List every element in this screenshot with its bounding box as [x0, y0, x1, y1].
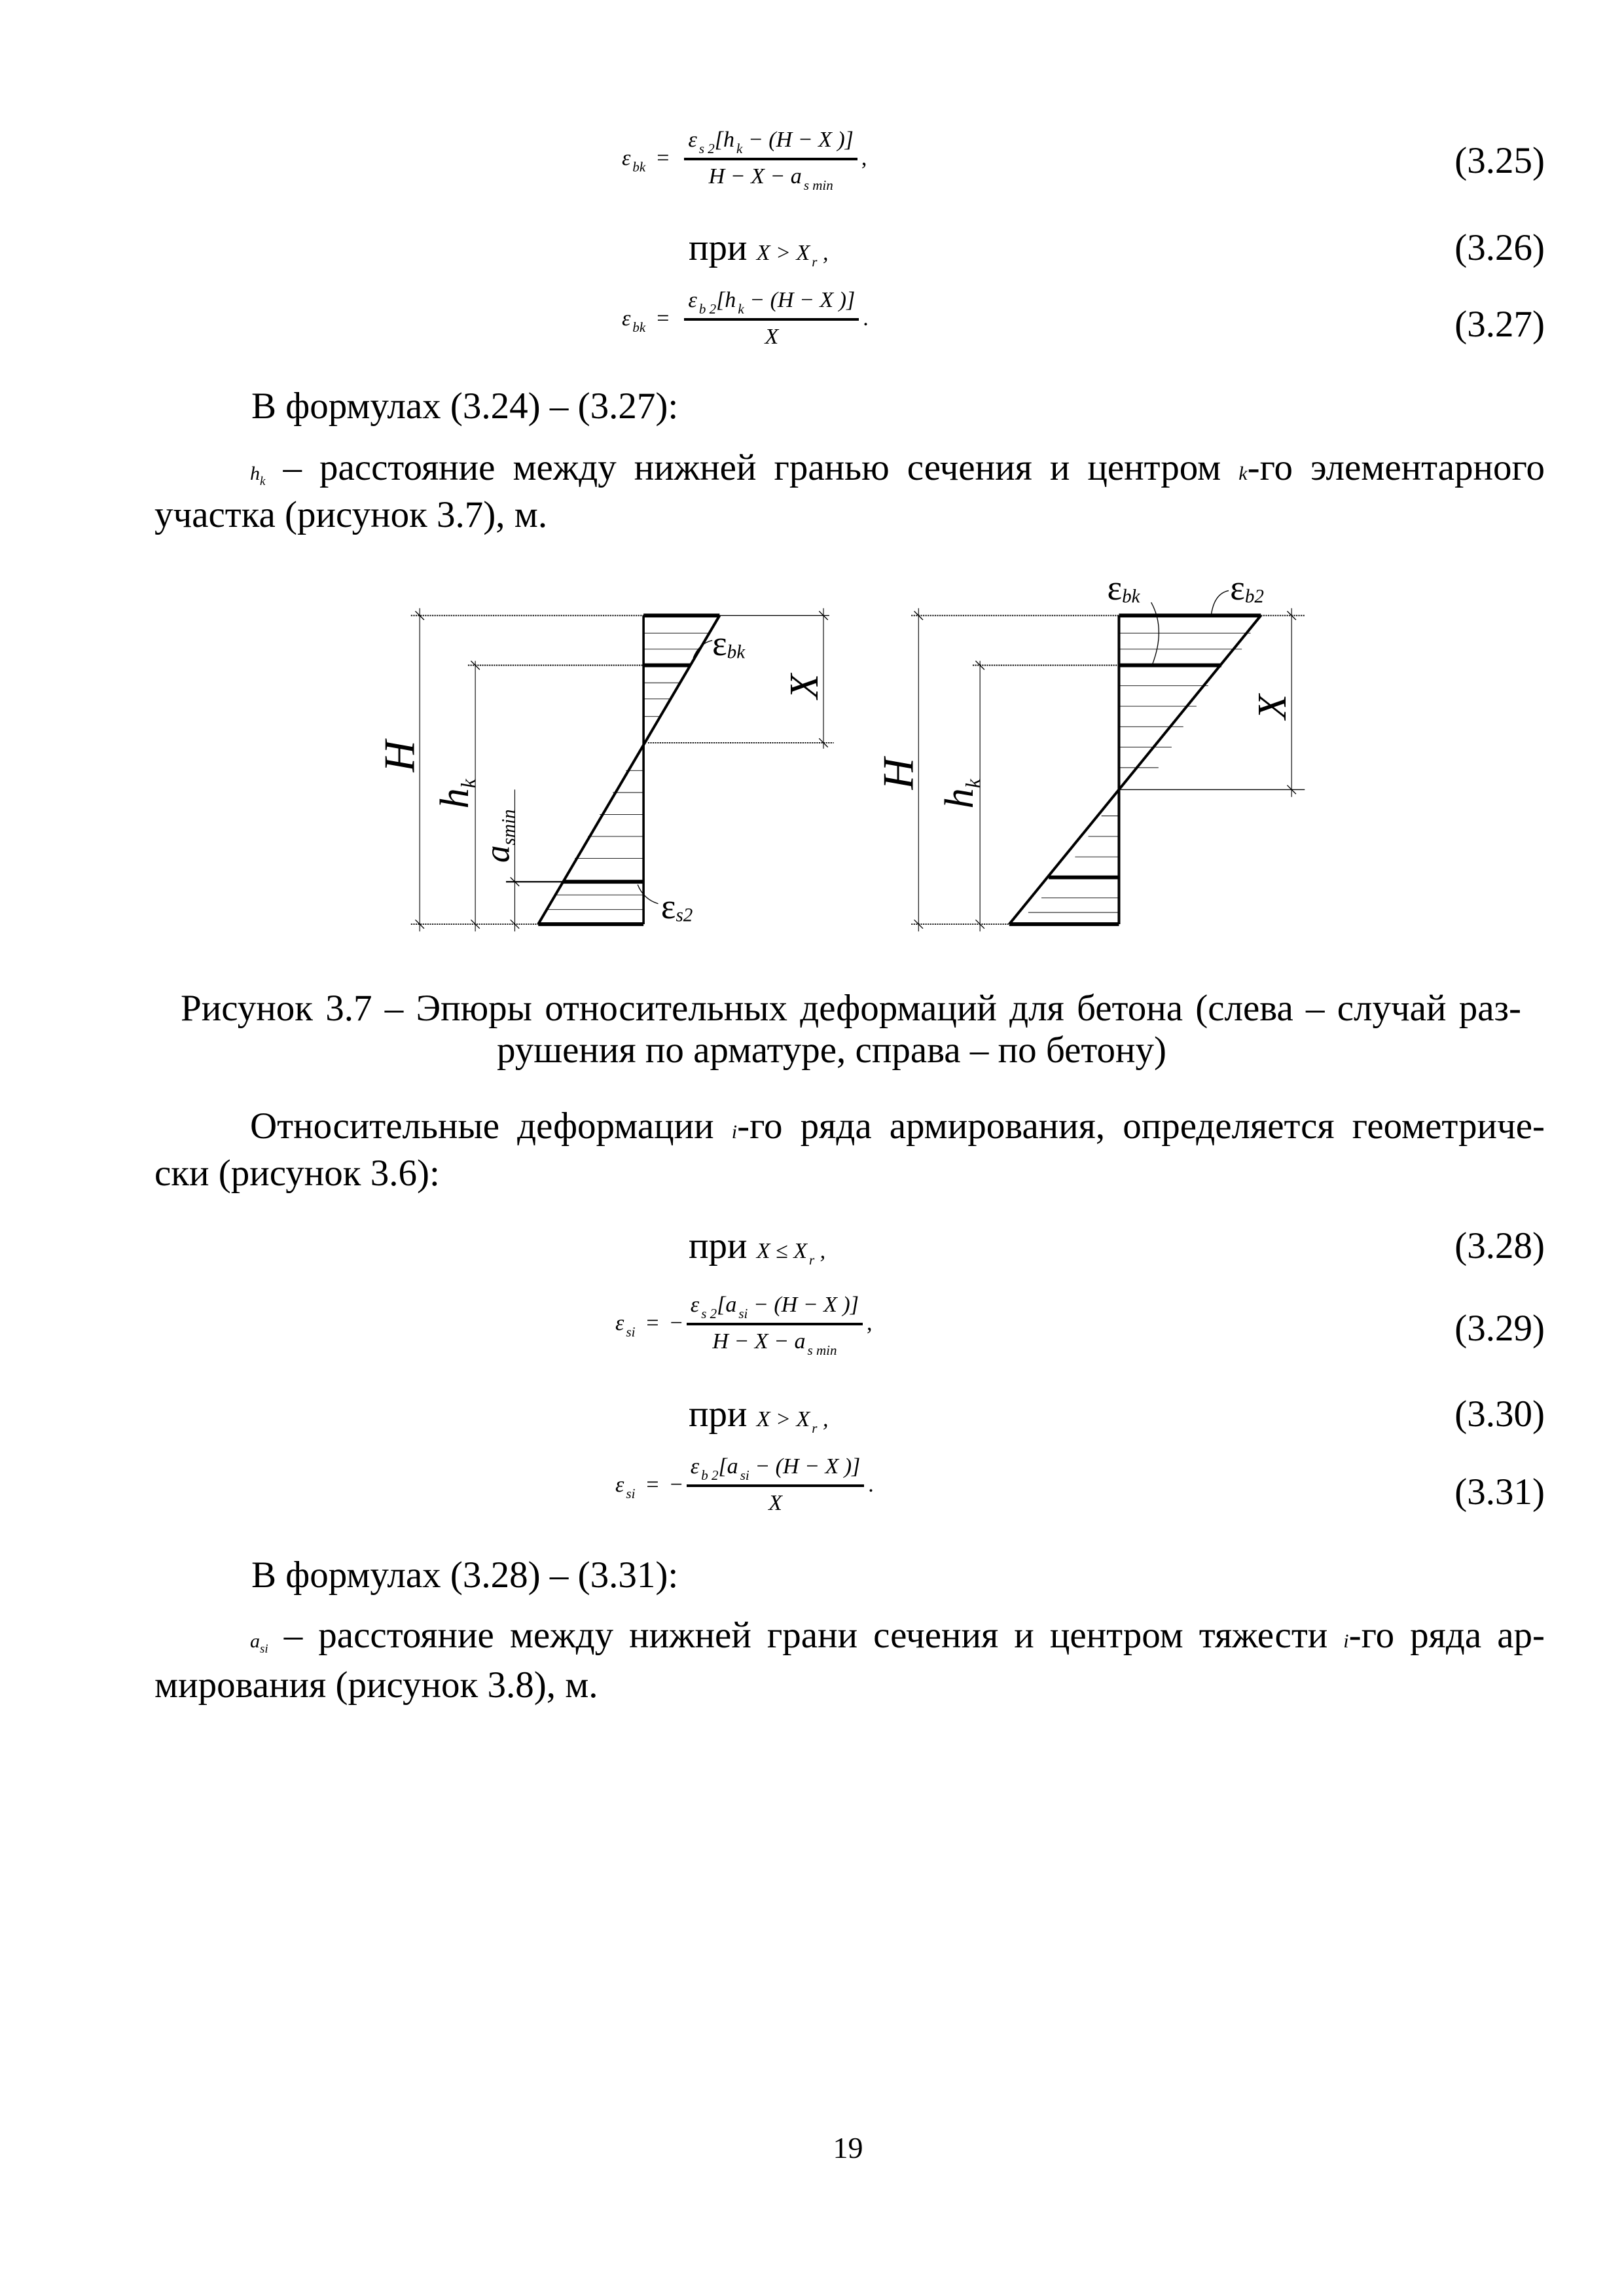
X-label: X: [1249, 694, 1295, 720]
hk-symbol: h: [250, 463, 260, 484]
condition-expr: X > X: [756, 241, 810, 265]
math-text: − (H − X )]: [744, 288, 856, 312]
equation-number: (3.28): [1454, 1225, 1545, 1266]
hk-subscript: k: [260, 475, 266, 488]
math-text: [h: [714, 128, 734, 152]
right-diagram-labels: [873, 568, 1295, 809]
condition-sub: r: [812, 1420, 818, 1436]
math-text: [h: [716, 288, 736, 312]
hk-definition-line2: участка (рисунок 3.7), м.: [154, 494, 548, 535]
math-text: ε: [622, 146, 631, 170]
math-text: ε: [690, 1293, 700, 1317]
condition-punct: ,: [817, 1407, 829, 1431]
equation-3-29: [615, 1293, 873, 1358]
math-text: [a: [718, 1454, 738, 1479]
equals-sign: =: [645, 306, 681, 331]
figure-caption-line1: Рисунок 3.7 – Эпюры относительных деформаций для бетона (слева – случай раз-: [181, 988, 1521, 1029]
denominator: [768, 1487, 782, 1516]
paragraph-line2: ски (рисунок 3.6):: [154, 1153, 440, 1194]
math-text: − (H − X )]: [749, 1454, 861, 1479]
minus-sign: −: [670, 1473, 683, 1497]
eps-bk-label: εbk: [712, 623, 746, 663]
hk-text-a: – расстояние между нижней гранью сечения и центром: [265, 447, 1239, 488]
numerator: [684, 288, 859, 321]
asi-definition-line1: [154, 1614, 1545, 1666]
math-text: X: [768, 1491, 782, 1515]
X-label: X: [781, 673, 827, 699]
H-label: H: [873, 757, 923, 790]
math-subscript: si: [626, 1486, 636, 1501]
punctuation: ,: [866, 1311, 873, 1335]
denominator: [708, 160, 833, 193]
paragraph-text-b: -го ряда армирования, определяется геометриче-: [737, 1105, 1545, 1147]
condition-punct: ,: [817, 241, 829, 265]
equation-3-31: [615, 1454, 874, 1516]
equation-lhs: [622, 306, 646, 335]
formulas-intro-2: В формулах (3.28) – (3.31):: [251, 1554, 679, 1596]
condition-3-26: [689, 226, 828, 277]
paragraph-line1: [154, 1105, 1545, 1154]
math-text: X: [765, 325, 779, 349]
equation-3-27: [622, 288, 869, 350]
condition-word: при: [689, 1393, 748, 1435]
math-text: ε: [622, 306, 631, 331]
hk-label: hk: [935, 779, 985, 809]
math-subscript: s 2: [701, 1306, 717, 1321]
H-label: H: [374, 740, 424, 772]
eps-s2-label: εs2: [660, 887, 693, 927]
equation-number: (3.26): [1454, 227, 1545, 268]
numerator: [687, 1454, 865, 1487]
math-text: [a: [717, 1293, 737, 1317]
math-text: H − X − a: [712, 1329, 806, 1354]
math-subscript: bk: [632, 319, 646, 335]
condition-word: при: [689, 1225, 748, 1266]
condition-expr: X > X: [756, 1407, 810, 1431]
equals-sign: =: [645, 146, 681, 170]
condition-word: при: [689, 227, 748, 268]
condition-3-28: [689, 1225, 825, 1275]
math-subscript: si: [740, 1467, 749, 1483]
math-subscript: bk: [632, 159, 646, 175]
math-subscript: s 2: [698, 141, 715, 156]
math-text: ε: [615, 1473, 624, 1497]
formulas-intro-1: В формулах (3.24) – (3.27):: [251, 386, 679, 427]
equation-lhs: [622, 146, 646, 175]
k-symbol: k: [1238, 463, 1248, 484]
fraction: [687, 1293, 863, 1358]
hk-definition-line1: [154, 446, 1545, 498]
left-diagram: [411, 608, 834, 931]
condition-expr: X ≤ X: [756, 1239, 807, 1263]
math-subscript: b 2: [701, 1467, 719, 1483]
equation-number: (3.29): [1454, 1308, 1545, 1349]
hk-text-b: -го элементарного: [1247, 447, 1545, 488]
asi-symbol: a: [250, 1630, 260, 1652]
fraction: [684, 128, 857, 193]
equals-sign: =: [635, 1473, 670, 1497]
eps-b2-label: εb2: [1230, 567, 1264, 607]
right-diagram: [911, 590, 1305, 931]
figure-caption-line2: рушения по арматуре, справа – по бетону): [496, 1030, 1167, 1071]
i-symbol: i: [1343, 1630, 1349, 1652]
numerator: [684, 128, 857, 160]
math-text: ε: [690, 1454, 700, 1479]
equation-3-25: [622, 128, 867, 193]
condition-3-30: [689, 1393, 828, 1443]
condition-sub: r: [808, 1252, 815, 1268]
asi-text-a: – расстояние между нижней грани сечения и центром тяжести: [268, 1615, 1344, 1656]
math-text: H − X − a: [708, 164, 802, 188]
page-number: 19: [833, 2131, 863, 2164]
condition-punct: ,: [814, 1239, 826, 1263]
math-text: − (H − X )]: [742, 128, 854, 152]
math-subscript: s min: [803, 177, 833, 193]
numerator: [687, 1293, 863, 1325]
denominator: [765, 321, 778, 350]
equals-sign: =: [635, 1311, 670, 1335]
asi-text-b: -го ряда ар-: [1348, 1615, 1545, 1656]
math-subscript: si: [626, 1324, 636, 1340]
fraction: [687, 1454, 865, 1516]
punctuation: ,: [861, 146, 867, 170]
equation-number: (3.30): [1454, 1393, 1545, 1435]
math-text: − (H − X )]: [748, 1293, 859, 1317]
asi-subscript: si: [260, 1642, 268, 1656]
math-text: ε: [688, 128, 697, 152]
math-subscript: si: [738, 1306, 748, 1321]
punctuation: .: [863, 306, 869, 331]
equation-lhs: [615, 1311, 636, 1340]
denominator: [712, 1325, 837, 1358]
math-text: ε: [615, 1311, 624, 1335]
math-subscript: b 2: [698, 301, 717, 317]
equation-number: (3.27): [1454, 304, 1545, 345]
eps-bk-label: εbk: [1107, 567, 1140, 607]
fraction: [684, 288, 859, 350]
condition-sub: r: [812, 254, 818, 270]
math-subscript: k: [738, 301, 744, 317]
asmin-label: asmin: [477, 809, 520, 863]
paragraph-text-a: Относительные деформации: [250, 1105, 732, 1147]
equation-number: (3.31): [1454, 1471, 1545, 1513]
punctuation: .: [868, 1473, 874, 1497]
i-symbol: i: [731, 1121, 738, 1143]
equation-number: (3.25): [1454, 140, 1545, 181]
asi-definition-line2: мирования (рисунок 3.8), м.: [154, 1664, 598, 1706]
math-text: ε: [688, 288, 697, 312]
equation-lhs: [615, 1473, 636, 1501]
minus-sign: −: [670, 1311, 683, 1335]
hk-label: hk: [431, 779, 480, 809]
math-subscript: k: [736, 141, 743, 156]
math-subscript: s min: [807, 1342, 837, 1358]
figure-3-7-strain-diagrams: [374, 563, 1309, 949]
